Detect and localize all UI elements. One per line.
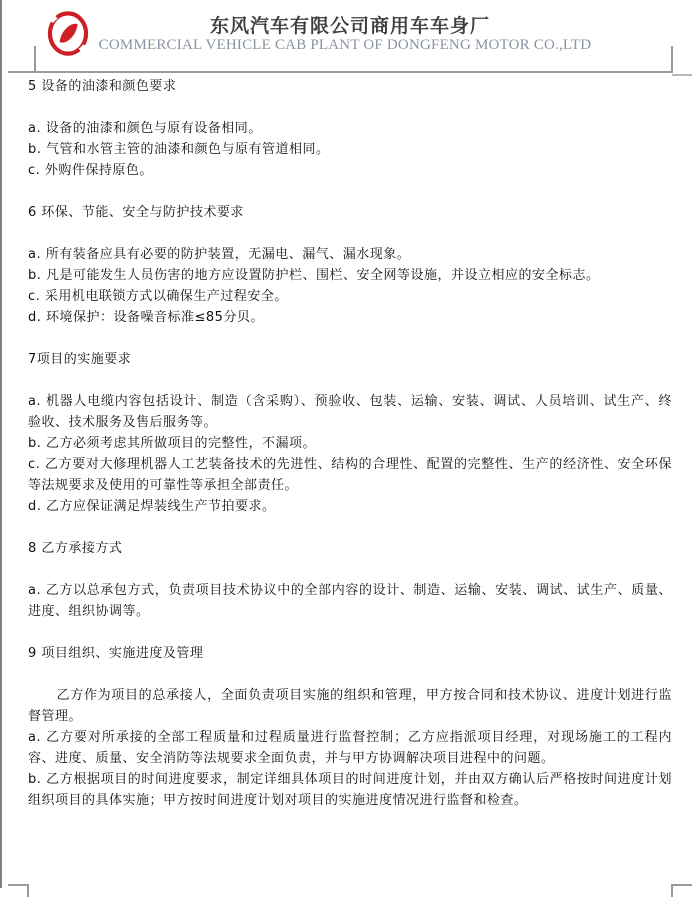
text-boundary-mark-bottom-right-h [671, 884, 692, 886]
section-item: a. 乙方要对所承接的全部工程质量和过程质量进行监督控制；乙方应指派项目经理，对现场施工的工程内容、进度、质量、安全消防等法规要求全面负责，并与甲方协调解决项目进程中的问题。 [28, 730, 672, 766]
section-item: a. 乙方以总承包方式，负责项目技术协议中的全部内容的设计、制造、运输、安装、调试、试生产、质量、进度、组织协调等。 [28, 583, 672, 619]
section-item: b. 乙方根据项目的时间进度要求，制定详细具体项目的时间进度计划，并由双方确认后严格按时间进度计划组织项目的具体实施；甲方按时间进度计划对项目的实施进度情况进行监督和检查。 [28, 772, 672, 808]
blank-line [28, 97, 672, 118]
text-boundary-mark-bottom-left-v [27, 884, 29, 897]
text-boundary-tick-top-left [34, 46, 36, 73]
text-boundary-tick-top-right [671, 46, 673, 73]
document-body [28, 76, 672, 811]
blank-line [28, 370, 672, 391]
blank-line [28, 517, 672, 538]
section-heading: 8 乙方承接方式 [28, 541, 123, 556]
company-title-chinese: 东风汽车有限公司商用车车身厂 [209, 15, 490, 37]
blank-line [28, 664, 672, 685]
scan-edge-artifact [0, 0, 2, 888]
section-item: 乙方作为项目的总承接人，全面负责项目实施的组织和管理，甲方按合同和技术协议、进度计划进行监督管理。 [28, 688, 672, 724]
section-heading: 7项目的实施要求 [28, 352, 132, 367]
blank-line [28, 622, 672, 643]
section-item: c. 外购件保持原色。 [28, 163, 153, 178]
text-boundary-mark-bottom-left-h [8, 884, 29, 886]
blank-line [28, 181, 672, 202]
header-rule [8, 71, 672, 73]
section-item: a. 所有装备应具有必要的防护装置，无漏电、漏气、漏水现象。 [28, 247, 411, 262]
section-item: b. 凡是可能发生人员伤害的地方应设置防护栏、围栏、安全网等设施，并设立相应的安全标志。 [28, 268, 600, 283]
blank-line [28, 223, 672, 244]
section-item: c. 乙方要对大修理机器人工艺装备技术的先进性、结构的合理性、配置的完整性、生产的经济性、安全环保等法规要求及使用的可靠性等承担全部责任。 [28, 457, 672, 493]
section-item: d. 乙方应保证满足焊装线生产节拍要求。 [28, 499, 276, 514]
section-heading: 9 项目组织、实施进度及管理 [28, 646, 204, 661]
blank-line [28, 328, 672, 349]
section-heading: 6 环保、节能、安全与防护技术要求 [28, 205, 244, 220]
header-rule-right-extension [672, 74, 692, 76]
text-boundary-mark-bottom-right-v [671, 884, 673, 897]
section-heading: 5 设备的油漆和颜色要求 [28, 79, 177, 94]
section-item: d. 环境保护：设备噪音标准≤85分贝。 [28, 310, 264, 325]
section-item: a. 设备的油漆和颜色与原有设备相同。 [28, 121, 262, 136]
company-title-english: COMMERCIAL VEHICLE CAB PLANT OF DONGFENG MOTOR CO.,LTD [98, 37, 592, 53]
section-item: c. 采用机电联锁方式以确保生产过程安全。 [28, 289, 288, 304]
section-item: b. 气管和水管主管的油漆和颜色与原有管道相同。 [28, 142, 330, 157]
section-item: b. 乙方必须考虑其所做项目的完整性，不漏项。 [28, 436, 317, 451]
section-item: a. 机器人电缆内容包括设计、制造（含采购）、预验收、包装、运输、安装、调试、人员培训、试生产、终验收、技术服务及售后服务等。 [28, 394, 672, 430]
company-header [0, 0, 700, 72]
blank-line [28, 559, 672, 580]
